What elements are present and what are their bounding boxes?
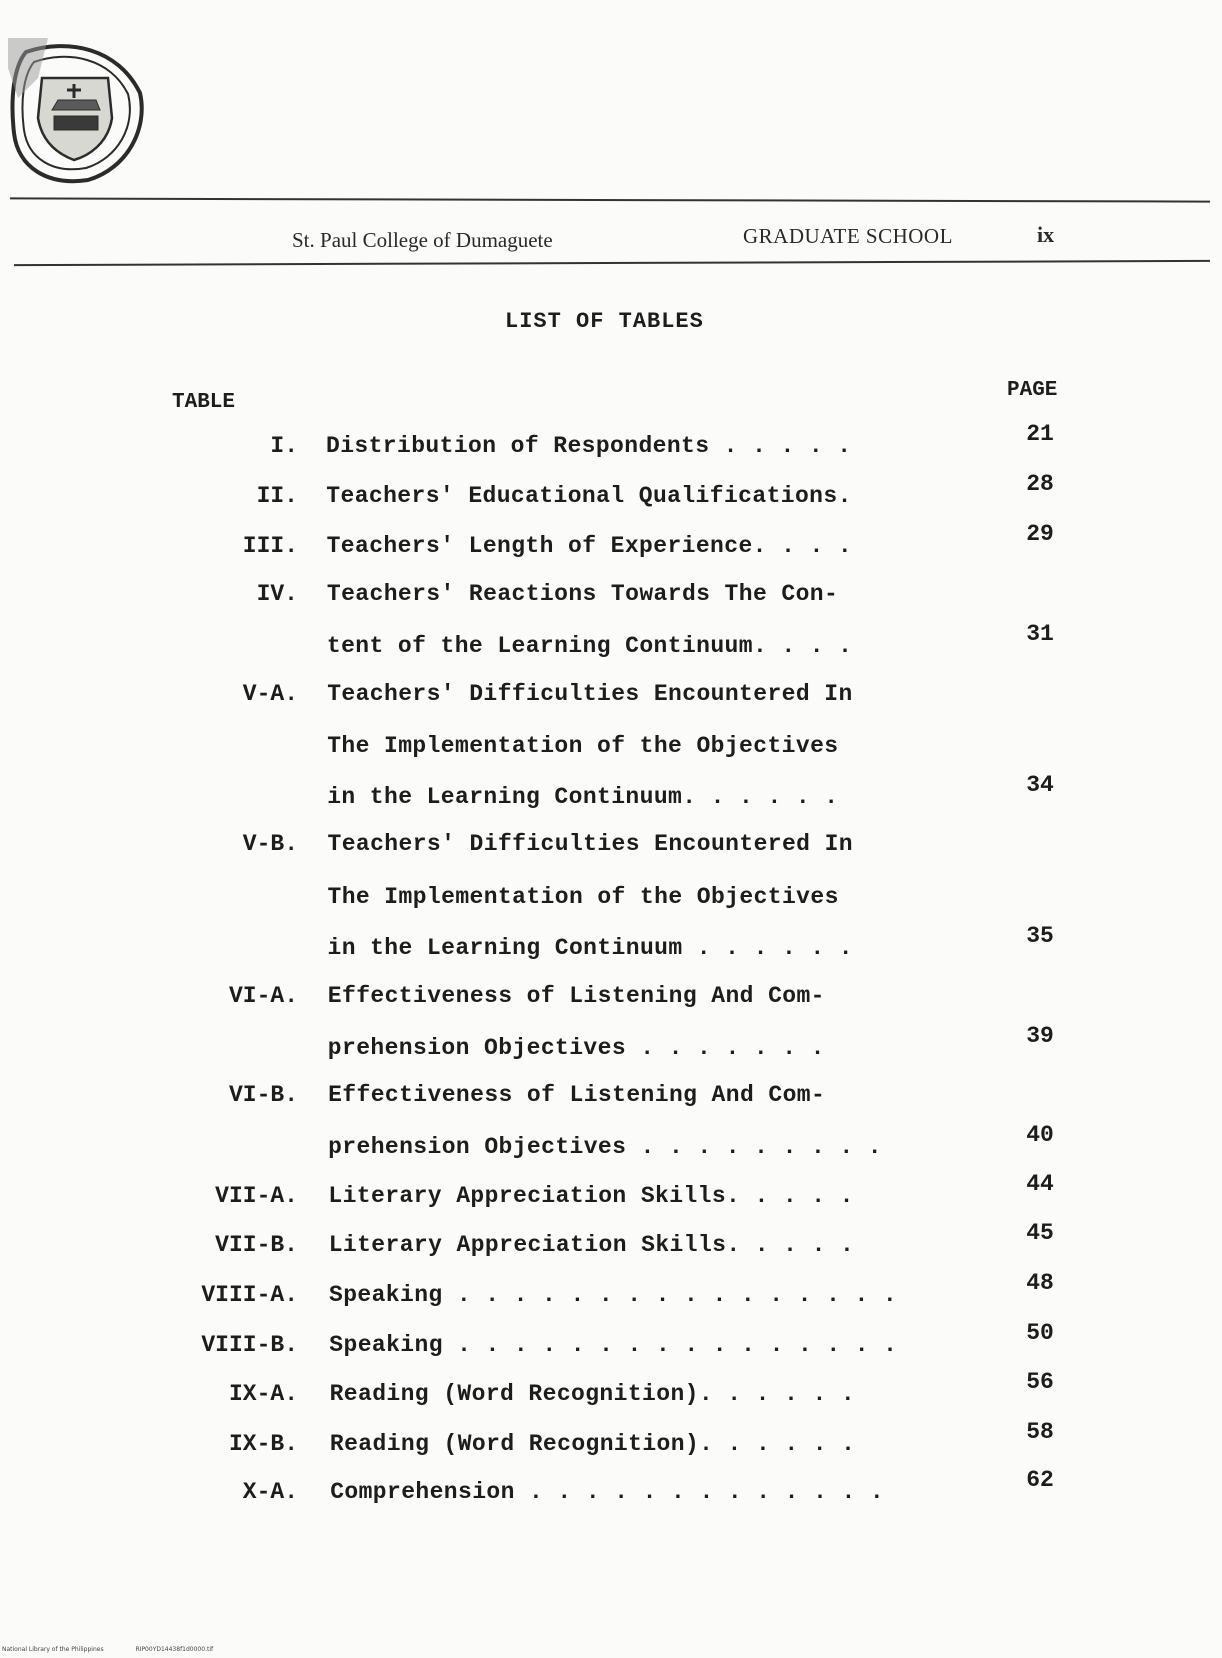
table-entry-title-line: Teachers' Difficulties Encountered In — [327, 831, 853, 857]
table-entry-title-line: Literary Appreciation Skills. . . . . — [328, 1183, 854, 1209]
table-entry-title-line: Literary Appreciation Skills. . . . . — [328, 1232, 855, 1258]
school-seal — [8, 38, 150, 188]
table-entry-number: III. — [242, 533, 298, 559]
table-entry-title-line: Comprehension . . . . . . . . . . . . . — [330, 1479, 885, 1505]
school-name: GRADUATE SCHOOL — [743, 224, 953, 248]
table-entry-title-line: The Implementation of the Objectives — [327, 884, 839, 910]
table-entry-page: 45 — [1026, 1220, 1054, 1246]
table-entry-title-line: in the Learning Continuum . . . . . . — [327, 935, 853, 961]
table-entry-title-line: Effectiveness of Listening And Com- — [328, 1082, 826, 1108]
footer-file: RIP00YD14438f1d0000.tif — [135, 1646, 214, 1653]
page-column-heading: PAGE — [1007, 379, 1058, 402]
table-entry-number: V-A. — [242, 681, 298, 707]
table-entry-number: VII-A. — [215, 1183, 298, 1209]
table-entry-title-line: Reading (Word Recognition). . . . . . — [329, 1381, 856, 1407]
table-entry-page: 48 — [1026, 1270, 1054, 1296]
table-entry-page: 35 — [1026, 923, 1054, 949]
header-rule-bottom — [14, 260, 1210, 266]
table-entry-page: 56 — [1026, 1369, 1054, 1395]
table-entry-title-line: prehension Objectives . . . . . . . . . — [328, 1134, 882, 1160]
table-entry-number: II. — [256, 483, 298, 509]
table-entry-number: VI-A. — [228, 983, 298, 1009]
table-entry-page: 40 — [1026, 1122, 1054, 1148]
table-entry-title-line: Teachers' Reactions Towards The Con- — [326, 581, 839, 607]
table-entry-number: IX-A. — [228, 1381, 298, 1407]
table-entry-title-line: Teachers' Length of Experience. . . . — [326, 533, 853, 559]
header-rule-top — [10, 197, 1210, 202]
table-entry-title-line: Speaking . . . . . . . . . . . . . . . . — [329, 1282, 898, 1308]
footer-source: National Library of the Philippines — [2, 1646, 104, 1653]
table-entry-title-line: Teachers' Educational Qualifications. — [326, 483, 852, 509]
table-entry-number: IV. — [256, 581, 298, 607]
table-entry-title-line: Teachers' Difficulties Encountered In — [327, 681, 853, 707]
table-entry-page: 21 — [1026, 421, 1054, 447]
table-entry-title-line: in the Learning Continuum. . . . . . — [327, 784, 839, 810]
table-entry-number: VII-B. — [215, 1232, 298, 1258]
table-entry-page: 28 — [1026, 471, 1054, 497]
college-name: St. Paul College of Dumaguete — [292, 228, 553, 252]
scan-footer — [2, 1646, 243, 1653]
table-entry-number: IX-B. — [228, 1431, 298, 1457]
table-entry-title-line: Effectiveness of Listening And Com- — [327, 983, 825, 1009]
table-entry-number: VI-B. — [228, 1082, 298, 1108]
table-entry-number: I. — [270, 433, 298, 459]
table-entry-page: 50 — [1026, 1320, 1054, 1346]
table-entry-page: 62 — [1026, 1467, 1054, 1493]
roman-page-number: ix — [1037, 222, 1055, 247]
table-entry-page: 44 — [1026, 1171, 1054, 1197]
table-column-heading: TABLE — [172, 391, 236, 414]
table-entry-number: VIII-B. — [201, 1332, 298, 1358]
table-entry-title-line: The Implementation of the Objectives — [327, 733, 839, 759]
table-entry-title-line: prehension Objectives . . . . . . . — [327, 1035, 825, 1061]
table-entry-title-line: Reading (Word Recognition). . . . . . — [329, 1431, 856, 1457]
table-entry-number: V-B. — [242, 831, 298, 857]
table-entry-number: VIII-A. — [201, 1282, 298, 1308]
table-entry-title-line: Speaking . . . . . . . . . . . . . . . . — [329, 1332, 898, 1358]
table-entry-page: 29 — [1026, 521, 1054, 547]
school-seal-icon — [8, 38, 150, 188]
table-entry-page: 58 — [1026, 1419, 1054, 1445]
table-entry-title-line: Distribution of Respondents . . . . . — [326, 433, 852, 459]
page-title: LIST OF TABLES — [505, 309, 704, 334]
table-entry-page: 39 — [1026, 1023, 1054, 1049]
table-entry-title-line: tent of the Learning Continuum. . . . — [326, 633, 853, 659]
table-entry-number: X-A. — [242, 1479, 298, 1505]
table-entry-page: 34 — [1026, 772, 1054, 798]
table-entry-page: 31 — [1026, 621, 1054, 647]
